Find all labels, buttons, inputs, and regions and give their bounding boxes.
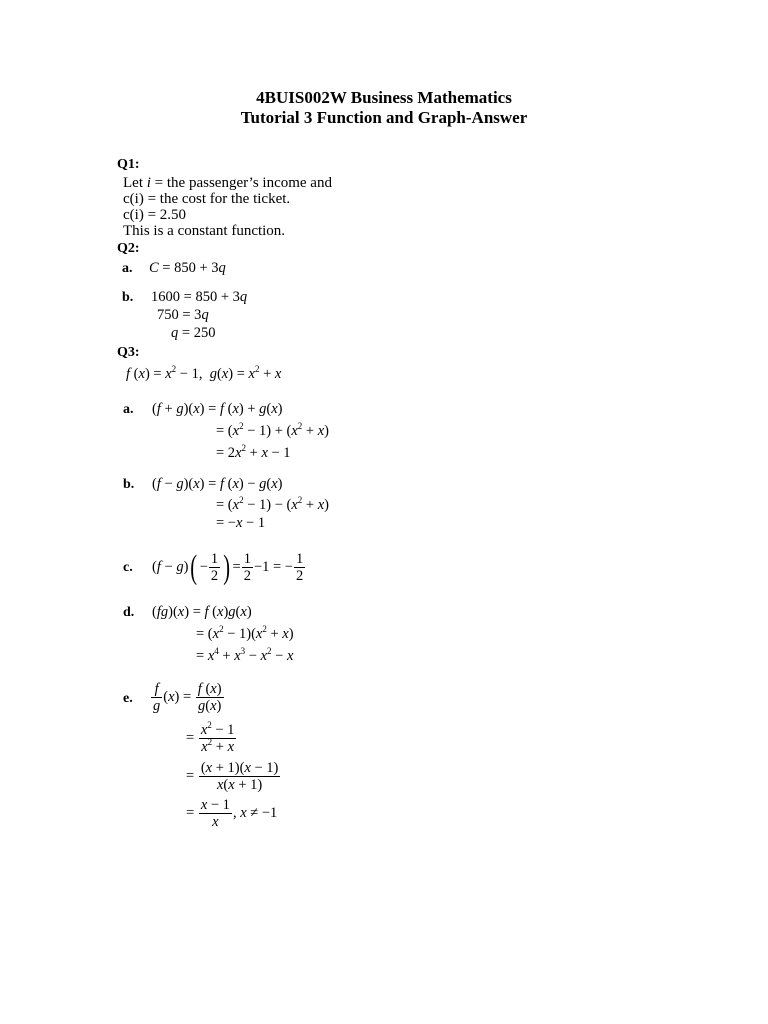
q2-label: Q2: <box>117 241 140 256</box>
q3-a-label: a. <box>123 402 134 417</box>
q1-line-3: c(i) = 2.50 <box>123 207 187 223</box>
q3-b-line-1: (f − g)(x) = f (x) − g(x) <box>152 476 283 492</box>
q2-b-line-2: 750 = 3q <box>157 307 209 323</box>
q3-label: Q3: <box>117 345 140 360</box>
document-title: 4BUIS002W Business Mathematics <box>256 88 512 107</box>
q3-e-line-2: = $\frac{x^2 - 1}{x^2 + x}$ <box>186 720 235 755</box>
q3-c-equation: (f − g)( − $\frac{1}{2}$ ) = $\frac{1}{2}$ −1 = − $\frac{1}{2}$ <box>152 548 304 586</box>
q2-b-line-1: 1600 = 850 + 3q <box>151 289 248 305</box>
q1-label: Q1: <box>117 157 140 172</box>
q3-b-line-2: = $(x^2 - 1) - (x^2 + x)$ <box>216 495 329 513</box>
q3-b-line-3: = −x − 1 <box>216 515 266 531</box>
q3-a-line-3: = $2x^2 + x - 1$ <box>216 443 291 461</box>
q3-c-label: c. <box>123 560 133 575</box>
q3-d-line-2: = $(x^2 - 1)(x^2 + x)$ <box>196 624 294 642</box>
q3-d-line-1: (fg)(x) = f (x)g(x) <box>152 604 252 620</box>
q2-b-label: b. <box>122 290 134 305</box>
q3-e-line-3: = $\frac{(x + 1)(x - 1)}{x(x + 1)}$ <box>186 760 279 793</box>
q3-d-line-3: = $x^4 + x^3 - x^2 - x$ <box>196 646 294 664</box>
q1-line-1: Let i = the passenger’s income and <box>123 175 332 191</box>
q1-line-4: This is a constant function. <box>123 223 286 239</box>
q2-b-line-3: q = 250 <box>171 325 216 341</box>
q2-a-equation: C = 850 + 3q <box>149 260 226 276</box>
q3-a-line-1: (f + g)(x) = f (x) + g(x) <box>152 401 283 417</box>
q3-b-label: b. <box>123 477 135 492</box>
q3-d-label: d. <box>123 605 135 620</box>
document-subtitle: Tutorial 3 Function and Graph-Answer <box>240 108 528 127</box>
q2-a-label: a. <box>122 261 133 276</box>
q3-definitions: f $(x) = x^2 - 1$, $g(x) = x^2 + x$ <box>126 364 282 382</box>
q3-e-label: e. <box>123 691 133 706</box>
q1-line-2: c(i) = the cost for the ticket. <box>123 191 291 207</box>
q3-e-line-4: = $\frac{x - 1}{x}$ , x ≠ −1 <box>186 797 278 830</box>
q3-e-line-1: $\frac{f}{g}$ (x) = $\frac{f (x)}{g(x)}$ <box>153 681 222 714</box>
q3-a-line-2: = $(x^2 - 1) + (x^2 + x)$ <box>216 421 329 439</box>
